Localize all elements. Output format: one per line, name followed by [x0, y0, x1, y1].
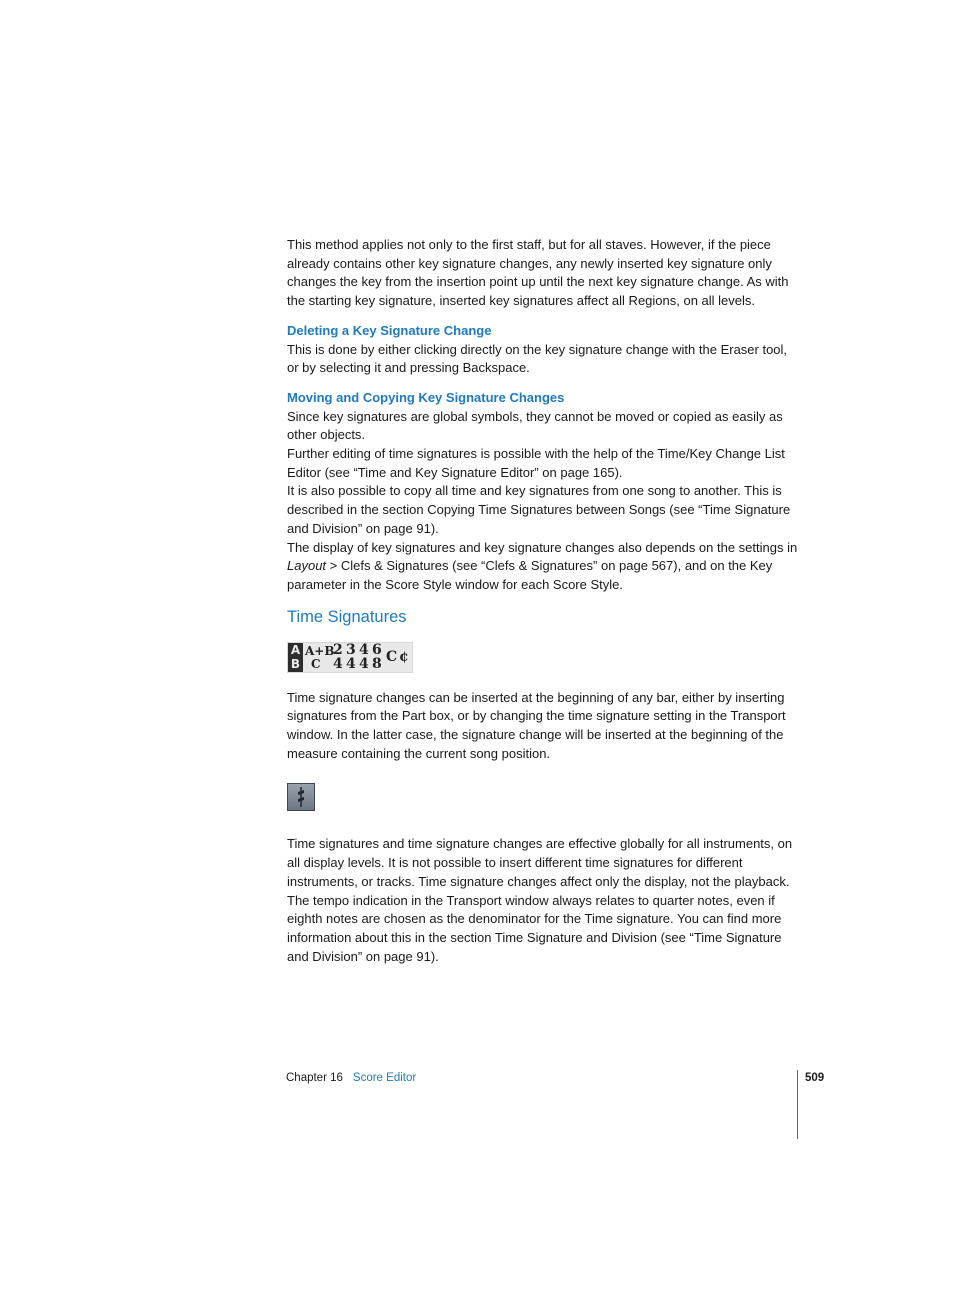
deleting-key-signature-heading: Deleting a Key Signature Change: [287, 322, 492, 338]
sig-2-4-den: 4: [333, 655, 343, 672]
sig-3-4-num: 3: [346, 641, 356, 658]
copy-signatures-paragraph: It is also possible to copy all time and key signatures from one song to another. This is described in the section Copying Time Signatures between Songs (see “Time Signature and Division” on page 91).: [287, 483, 791, 536]
sig-4-4-num: 4: [359, 641, 369, 658]
ab-bottom-label: B: [290, 656, 301, 671]
time-signature-glyph-icon: [294, 786, 308, 808]
compound-sig-bottom: C: [311, 656, 321, 671]
sig-6-8-num: 6: [372, 641, 382, 658]
time-signature-palette: [287, 642, 413, 673]
intro-paragraph: This method applies not only to the first staff, but for all staves. However, if the piece already contains other key signature changes, any newly inserted key signature only changes the key from the insertion point up until the next key signature change. As with the starting key signature, inserted key signatures affect all Regions, on all levels.: [287, 237, 789, 309]
time-signatures-heading: Time Signatures: [287, 607, 407, 626]
moving-copying-text: Since key signatures are global symbols, they cannot be moved or copied as easily as other objects.: [287, 408, 783, 443]
ab-toggle: [288, 643, 303, 672]
sig-3-4-den: 4: [346, 655, 356, 672]
compound-sig-top: A+B: [305, 643, 335, 658]
display-settings-paragraph: [287, 539, 799, 595]
deleting-key-signature-text: This is done by either clicking directly on the key signature change with the Eraser tool, or by selecting it and pressing Backspace.: [287, 341, 788, 376]
footer-chapter: [286, 1071, 416, 1085]
sig-4-4-den: 4: [359, 655, 369, 672]
common-time-symbol: C: [386, 648, 398, 665]
footer-divider: [797, 1070, 798, 1139]
sig-6-8-den: 8: [372, 655, 382, 672]
moving-copying-heading: Moving and Copying Key Signature Changes: [287, 389, 565, 405]
ab-top-label: A: [290, 642, 301, 657]
time-sig-paragraph-2: Time signatures and time signature changes are effective globally for all instruments, on all display levels. It is not possible to insert different time signatures for different instruments, or tracks. Time signature changes affect only the display, not the playback. The tempo indication in the Transport window always relates to quarter notes, even if eighth notes are chosen as the denominator for the Time signature. You can find more information about this in the section Time Signature and Division (see “Time Signature and Division” on page 91).: [287, 836, 793, 964]
sig-2-4-num: 2: [333, 641, 343, 658]
cut-time-symbol: ¢: [399, 648, 409, 665]
page-number: 509: [805, 1072, 825, 1084]
display-text-pre: The display of key signatures and key signature changes also depends on the settings in: [287, 539, 798, 555]
time-signature-tool-icon: [287, 783, 315, 811]
main-content: [287, 236, 799, 966]
layout-menu-ref: Layout: [287, 558, 327, 574]
further-editing-paragraph: Further editing of time signatures is possible with the help of the Time/Key Change List Editor (see “Time and Key Signature Editor” on page 165).: [287, 446, 785, 480]
time-sig-paragraph-1: Time signature changes can be inserted at the beginning of any bar, either by inserting signatures from the Part box, or by changing the time signature setting in the Transport window. In the latter case, the signature change will be inserted at the beginning of the measure containing the current song position.: [287, 689, 786, 761]
display-text-post: > Clefs & Signatures (see “Clefs & Signatures” on page 567), and on the Key parameter in the Score Style window for each Score Style.: [287, 558, 773, 592]
footer-chapter-label: Chapter 16: [286, 1072, 343, 1084]
footer-section-title: Score Editor: [352, 1072, 417, 1084]
